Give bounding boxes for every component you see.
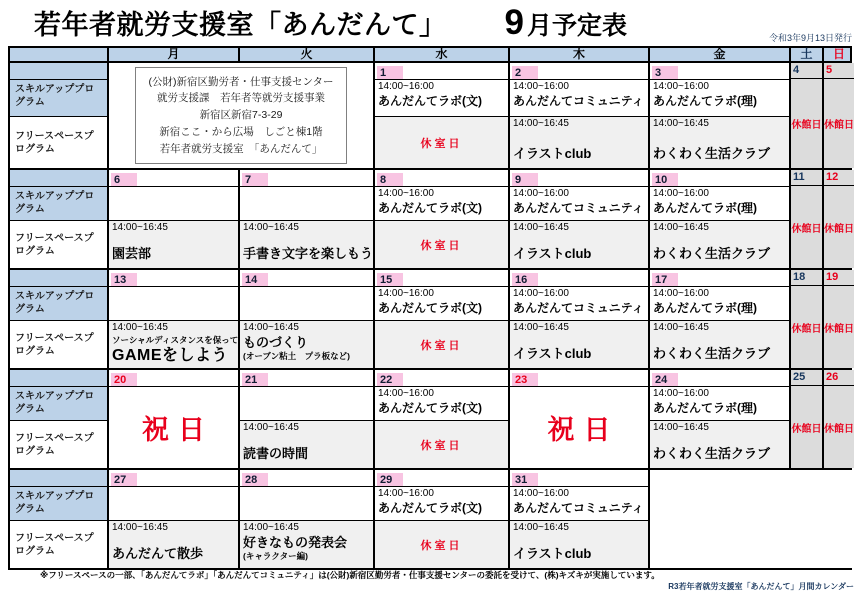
skill-cell-empty <box>107 186 238 220</box>
skill-program-label: スキルアッププログラム <box>10 286 107 320</box>
date-cell <box>373 270 508 286</box>
free-cell <box>238 420 373 468</box>
event-time: 14:00~16:45 <box>653 322 709 333</box>
header-wed: 水 <box>373 48 508 61</box>
holiday-cell <box>107 386 238 468</box>
event-time: 14:00~16:45 <box>653 422 709 433</box>
date-cell <box>373 63 508 79</box>
event-time: 14:00~16:45 <box>112 522 168 533</box>
date-number: 1 <box>377 66 403 79</box>
date-number: 10 <box>652 173 678 186</box>
weekday-header-row <box>8 46 852 63</box>
skill-cell <box>648 386 789 420</box>
holiday-label: 祝日 <box>547 415 620 445</box>
event-time: 14:00~16:45 <box>513 222 569 233</box>
date-number: 25 <box>791 370 822 386</box>
header-fri: 金 <box>648 48 789 61</box>
skill-cell-empty <box>238 386 373 420</box>
date-cell <box>508 270 648 286</box>
closed-day-label: 休館日 <box>791 120 822 131</box>
info-line: 新宿ここ・から広場 しごと棟1階 <box>159 125 323 138</box>
free-cell <box>238 520 373 568</box>
date-number: 26 <box>824 370 854 386</box>
date-number: 29 <box>377 473 403 486</box>
info-cell <box>107 63 373 168</box>
info-line: (公財)新宿区勤労者・仕事支援センター <box>148 75 334 88</box>
skill-cell <box>508 186 648 220</box>
date-cell <box>238 270 373 286</box>
empty-merged-cell <box>648 470 854 568</box>
office-info-box <box>135 67 346 165</box>
date-cell <box>508 470 648 486</box>
closed-day-label: 休館日 <box>791 323 822 335</box>
free-program-label: フリースペースプログラム <box>10 116 107 168</box>
date-cell <box>107 270 238 286</box>
label-strip <box>10 370 107 386</box>
weekend-cell-sun <box>822 270 854 368</box>
date-number: 24 <box>652 373 678 386</box>
free-cell <box>648 320 789 368</box>
event-name: あんだんてラボ(文) <box>378 93 482 108</box>
event-name: ものづくり <box>243 335 309 351</box>
closed-room-label: 休室日 <box>420 539 463 552</box>
event-name: 読書の時間 <box>243 446 309 462</box>
closed-room-label: 休室日 <box>420 439 463 452</box>
event-name: わくわく生活クラブ <box>653 146 771 162</box>
week-row-5 <box>8 468 852 570</box>
date-cell <box>107 370 238 386</box>
skill-cell-empty <box>238 186 373 220</box>
label-strip <box>10 470 107 486</box>
date-number: 23 <box>512 373 538 386</box>
date-number: 15 <box>377 273 403 286</box>
weekend-cell-sat <box>789 270 822 368</box>
date-cell <box>238 170 373 186</box>
skill-cell <box>373 186 508 220</box>
closed-day-label: 休館日 <box>824 323 854 335</box>
date-number: 19 <box>824 270 854 286</box>
date-cell <box>648 270 789 286</box>
free-cell <box>508 220 648 268</box>
closed-day-label: 休館日 <box>824 120 854 131</box>
date-cell <box>508 170 648 186</box>
skill-cell <box>648 79 789 116</box>
date-cell <box>648 370 789 386</box>
footer-credit: R3若年者就労支援室「あんだんて」月間カレンダー <box>668 582 854 591</box>
event-time: 14:00~16:45 <box>243 322 299 333</box>
weekend-cell-sun <box>822 170 854 268</box>
event-name: あんだんてコミュニティ <box>513 500 644 515</box>
date-number: 8 <box>377 173 403 186</box>
event-time: 14:00~16:00 <box>513 188 569 199</box>
date-number: 6 <box>111 173 137 186</box>
skill-cell-empty <box>107 486 238 520</box>
event-time: 14:00~16:00 <box>378 288 434 299</box>
free-cell-closed <box>373 116 508 168</box>
date-number: 14 <box>242 273 268 286</box>
event-name: あんだんてラボ(文) <box>378 500 482 515</box>
closed-room-label: 休室日 <box>420 339 463 352</box>
header-tue: 火 <box>238 48 373 61</box>
event-name: あんだんてラボ(文) <box>378 200 482 215</box>
event-name: イラストclub <box>513 146 592 162</box>
date-cell <box>373 470 508 486</box>
event-time: 14:00~16:45 <box>653 222 709 233</box>
event-name: わくわく生活クラブ <box>653 346 771 362</box>
event-time: 14:00~16:45 <box>653 118 709 129</box>
info-line: 就労支援課 若年者等就労支援事業 <box>156 92 325 105</box>
weekend-cell-sun <box>822 63 854 168</box>
skill-cell <box>373 79 508 116</box>
free-cell-closed <box>373 220 508 268</box>
date-number: 28 <box>242 473 268 486</box>
event-name: あんだんてコミュニティ <box>513 300 644 315</box>
date-cell <box>373 170 508 186</box>
month-suffix: 月予定表 <box>526 12 627 40</box>
free-cell <box>107 220 238 268</box>
event-name: あんだんて散歩 <box>112 546 204 562</box>
event-time: 14:00~16:00 <box>513 488 569 499</box>
event-time: 14:00~16:00 <box>378 488 434 499</box>
event-time: 14:00~16:00 <box>378 81 434 92</box>
date-number: 5 <box>824 63 854 79</box>
office-title: 若年者就労支援室「あんだんて」 <box>34 10 447 40</box>
date-number: 7 <box>242 173 268 186</box>
skill-cell <box>648 186 789 220</box>
label-strip <box>10 270 107 286</box>
date-number: 18 <box>791 270 822 286</box>
month-number: 9 <box>504 3 524 42</box>
event-name: イラストclub <box>513 546 592 562</box>
label-strip <box>10 170 107 186</box>
event-time: 14:00~16:45 <box>112 222 168 233</box>
event-time: 14:00~16:00 <box>653 81 709 92</box>
event-time: 14:00~16:00 <box>513 288 569 299</box>
event-name: あんだんてコミュニティ <box>513 93 644 108</box>
event-time: 14:00~16:00 <box>378 188 434 199</box>
skill-cell-empty <box>107 286 238 320</box>
event-time: 14:00~16:45 <box>243 422 299 433</box>
week-row-4 <box>8 368 852 470</box>
issue-date: 令和3年9月13日発行 <box>768 33 852 43</box>
event-name: あんだんてコミュニティ <box>513 200 644 215</box>
week-row-1 <box>8 61 852 170</box>
free-cell <box>107 320 238 368</box>
event-time: 14:00~16:00 <box>653 288 709 299</box>
event-name: 園芸部 <box>112 246 152 262</box>
skill-cell <box>508 79 648 116</box>
weekend-cell-sat <box>789 170 822 268</box>
date-number: 2 <box>512 66 538 79</box>
closed-room-label: 休室日 <box>420 137 463 150</box>
event-name: あんだんてラボ(理) <box>653 300 757 315</box>
skill-cell <box>373 286 508 320</box>
skill-program-label: スキルアッププログラム <box>10 79 107 116</box>
event-time: 14:00~16:45 <box>513 118 569 129</box>
skill-cell-empty <box>238 286 373 320</box>
date-cell <box>373 370 508 386</box>
label-strip <box>10 63 107 79</box>
event-name: 手書き文字を楽しもう <box>243 246 373 262</box>
free-program-label: フリースペースプログラム <box>10 320 107 368</box>
calendar-table <box>8 46 852 570</box>
date-cell <box>648 170 789 186</box>
free-cell <box>508 320 648 368</box>
free-program-label: フリースペースプログラム <box>10 420 107 468</box>
event-time: 14:00~16:00 <box>653 388 709 399</box>
skill-cell-empty <box>238 486 373 520</box>
date-cell <box>648 63 789 79</box>
event-time: 14:00~16:45 <box>243 522 299 533</box>
date-cell <box>508 63 648 79</box>
event-time: 14:00~16:00 <box>513 81 569 92</box>
date-cell <box>238 370 373 386</box>
event-subtext: ソーシャルディスタンスを保って <box>112 334 238 345</box>
closed-room-label: 休室日 <box>420 239 463 252</box>
free-cell-closed <box>373 320 508 368</box>
date-number: 13 <box>111 273 137 286</box>
holiday-label: 祝日 <box>142 415 214 445</box>
free-cell <box>508 520 648 568</box>
free-cell <box>107 520 238 568</box>
free-cell <box>508 116 648 168</box>
skill-cell <box>373 486 508 520</box>
skill-program-label: スキルアッププログラム <box>10 486 107 520</box>
holiday-cell <box>508 386 648 468</box>
event-name: 好きなもの発表会 <box>243 535 348 551</box>
skill-cell <box>508 286 648 320</box>
free-cell-closed <box>373 520 508 568</box>
page-title <box>34 3 627 42</box>
event-name: イラストclub <box>513 346 592 362</box>
date-number: 11 <box>791 170 822 186</box>
free-cell <box>648 420 789 468</box>
footer-note: ※フリースペースの一部、「あんだんてラボ」「あんだんてコミュニティ」は(公財)新宿区勤労者・仕事支援センターの委託を受けて、(株)キズキが実施しています。 <box>40 570 660 580</box>
header-corner-cell <box>10 48 107 61</box>
event-time: 14:00~16:45 <box>243 222 299 233</box>
event-time: 14:00~16:45 <box>112 322 168 333</box>
date-number: 16 <box>512 273 538 286</box>
event-time: 14:00~16:00 <box>653 188 709 199</box>
header-thu: 木 <box>508 48 648 61</box>
closed-day-label: 休館日 <box>824 423 854 435</box>
date-number: 31 <box>512 473 538 486</box>
info-line: 若年者就労支援室 「あんだんて」 <box>159 142 323 155</box>
event-name: あんだんてラボ(理) <box>653 93 757 108</box>
week-row-2 <box>8 168 852 270</box>
event-time: 14:00~16:45 <box>513 522 569 533</box>
free-cell-closed <box>373 420 508 468</box>
header-mon: 月 <box>107 48 238 61</box>
event-name: あんだんてラボ(理) <box>653 200 757 215</box>
event-time: 14:00~16:45 <box>513 322 569 333</box>
event-subtext: (キャラクター編) <box>243 550 308 561</box>
skill-program-label: スキルアッププログラム <box>10 386 107 420</box>
free-cell <box>648 220 789 268</box>
event-subtext: (オーブン粘土 プラ板など) <box>243 350 350 361</box>
closed-day-label: 休館日 <box>791 423 822 435</box>
closed-day-label: 休館日 <box>791 223 822 235</box>
event-time: 14:00~16:00 <box>378 388 434 399</box>
free-program-label: フリースペースプログラム <box>10 220 107 268</box>
skill-cell <box>648 286 789 320</box>
info-line: 新宿区新宿7-3-29 <box>199 109 283 122</box>
event-name: あんだんてラボ(理) <box>653 400 757 415</box>
weekend-cell-sat <box>789 370 822 468</box>
date-number: 22 <box>377 373 403 386</box>
event-name: あんだんてラボ(文) <box>378 400 482 415</box>
skill-program-label: スキルアッププログラム <box>10 186 107 220</box>
date-number: 3 <box>652 66 678 79</box>
weekend-cell-sun <box>822 370 854 468</box>
skill-cell <box>373 386 508 420</box>
date-number: 21 <box>242 373 268 386</box>
date-number: 12 <box>824 170 854 186</box>
skill-cell <box>508 486 648 520</box>
month-title <box>505 5 627 42</box>
event-name: わくわく生活クラブ <box>653 446 771 462</box>
date-number: 27 <box>111 473 137 486</box>
date-cell <box>107 470 238 486</box>
header-sat: 土 <box>789 48 822 61</box>
date-cell <box>107 170 238 186</box>
event-name: GAMEをしよう <box>112 346 229 364</box>
free-program-label: フリースペースプログラム <box>10 520 107 568</box>
free-cell <box>238 220 373 268</box>
event-name: あんだんてラボ(文) <box>378 300 482 315</box>
free-cell <box>648 116 789 168</box>
header-sun: 日 <box>822 48 854 61</box>
date-cell <box>508 370 648 386</box>
date-number: 9 <box>512 173 538 186</box>
closed-day-label: 休館日 <box>824 223 854 235</box>
event-name: イラストclub <box>513 246 592 262</box>
date-number: 20 <box>111 373 137 386</box>
week-row-3 <box>8 268 852 370</box>
date-cell <box>238 470 373 486</box>
free-cell <box>238 320 373 368</box>
date-number: 4 <box>791 63 822 79</box>
date-number: 17 <box>652 273 678 286</box>
event-name: わくわく生活クラブ <box>653 246 771 262</box>
weekend-cell-sat <box>789 63 822 168</box>
